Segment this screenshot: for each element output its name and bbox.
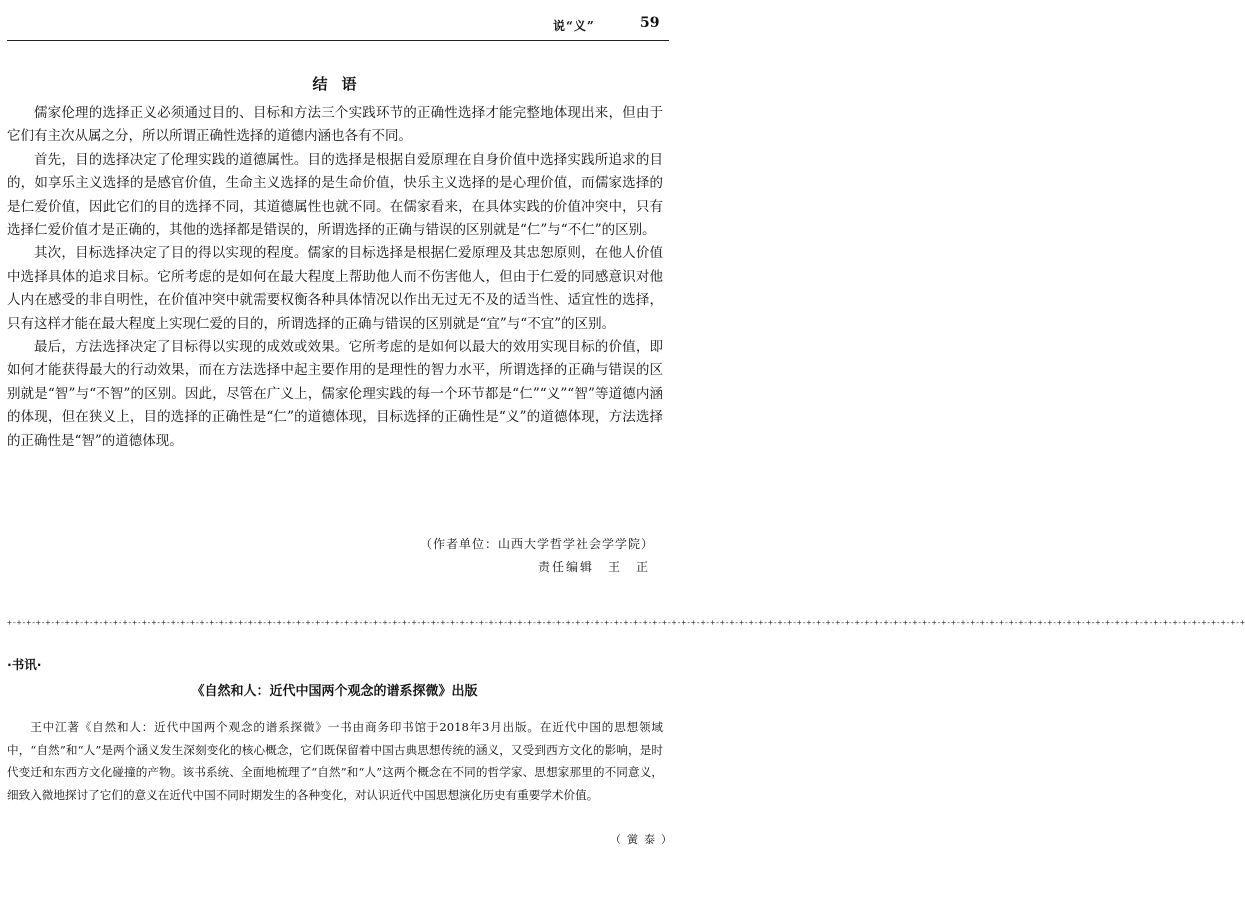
running-header-title: 说“义” [553,19,595,33]
paragraph: 其次，目标选择决定了目的得以实现的程度。儒家的目标选择是根据仁爱原理及其忠恕原则，在他人价值中选择具体的追求目标。它所考虑的是如何在最大程度上帮助他人而不伤害他人，但由于仁爱的同感意识对他人内在感受的非自明性，在价值冲突中就需要权衡各种具体情况以作出无过无不及的适当性、适宜性的选择，只有这样才能在最大程度上实现仁爱的目的，所谓选择的正确与错误的区别就是“宜”与“不宜”的区别。 [7,245,663,332]
news-signature: （黉泰） [610,833,678,846]
news-label: ·书讯· [7,657,42,672]
paragraph: 最后，方法选择决定了目标得以实现的成效或效果。它所考虑的是如何以最大的效用实现目标的价值，即如何才能获得最大的行动效果，而在方法选择中起主要作用的是理性的智力水平，所谓选择的正确与错误的区别就是“智”与“不智”的区别。因此，尽管在广义上，儒家伦理实践的每一个环节都是“仁”“义”“智”等道德内涵的体现，但在狭义上，目的选择的正确性是“仁”的道德体现，目标选择的正确性是“义”的道德体现，方法选择的正确性是“智”的道德体现。 [7,339,663,449]
article-body [7,102,663,453]
section-divider: +-+-+-+-+-+-+-+-+-+-+-+-+-+-+-+-+-+-+-+-+-+-+-+-+-+-+-+-+-+-+-+-+-+-+-+-+-+-+-+-+-+-+-+-+-+-+-+-+-+-+-+-+-+-+-+-+-+-+-+-+-+-+-+-+-+-+-+-+-+-+-+-+-+-+-+-+-+-+-+-+-+-+-+-+-+-+-+-+-+-+-+-+-+-+-+-+-+-+-+-+-+-+-+-+-+-+-+-+-+-+-+-+-+-+-+-+-+-+-+-+-+-+-+-+-+-+-+-+ [7,618,1245,627]
news-body [7,716,663,806]
section-title: 结语 [312,75,371,93]
author-affiliation: （作者单位：山西大学哲学社会学学院） [420,537,655,551]
responsible-editor: 责任编辑 王 正 [538,560,651,574]
page-number: 59 [640,15,660,31]
header-rule [7,40,669,41]
paragraph: 儒家伦理的选择正义必须通过目的、目标和方法三个实践环节的正确性选择才能完整地体现出来，但由于它们有主次从属之分，所以所谓正确性选择的道德内涵也各有不同。 [7,105,663,145]
news-paragraph: 王中江著《自然和人：近代中国两个观念的谱系探微》一书由商务印书馆于2018年3月出版。在近代中国的思想领域中，“自然”和“人”是两个涵义发生深刻变化的核心概念，它们既保留着中国古典思想传统的涵义，又受到西方文化的影响，是时代变迁和东西方文化碰撞的产物。该书系统、全面地梳理了“自然”和“人”这两个概念在不同的哲学家、思想家那里的不同意义，细致入微地探讨了它们的意义在近代中国不同时期发生的各种变化，对认识近代中国思想演化历史有重要学术价值。 [7,720,663,802]
news-title: 《自然和人：近代中国两个观念的谱系探微》出版 [191,684,478,699]
paragraph: 首先，目的选择决定了伦理实践的道德属性。目的选择是根据自爱原理在自身价值中选择实践所追求的目的，如享乐主义选择的是感官价值，生命主义选择的是生命价值，快乐主义选择的是心理价值，而儒家选择的是仁爱价值，因此它们的目的选择不同，其道德属性也就不同。在儒家看来，在具体实践的价值冲突中，只有选择仁爱价值才是正确的，其他的选择都是错误的，所谓选择的正确与错误的区别就是“仁”与“不仁”的区别。 [7,151,663,239]
